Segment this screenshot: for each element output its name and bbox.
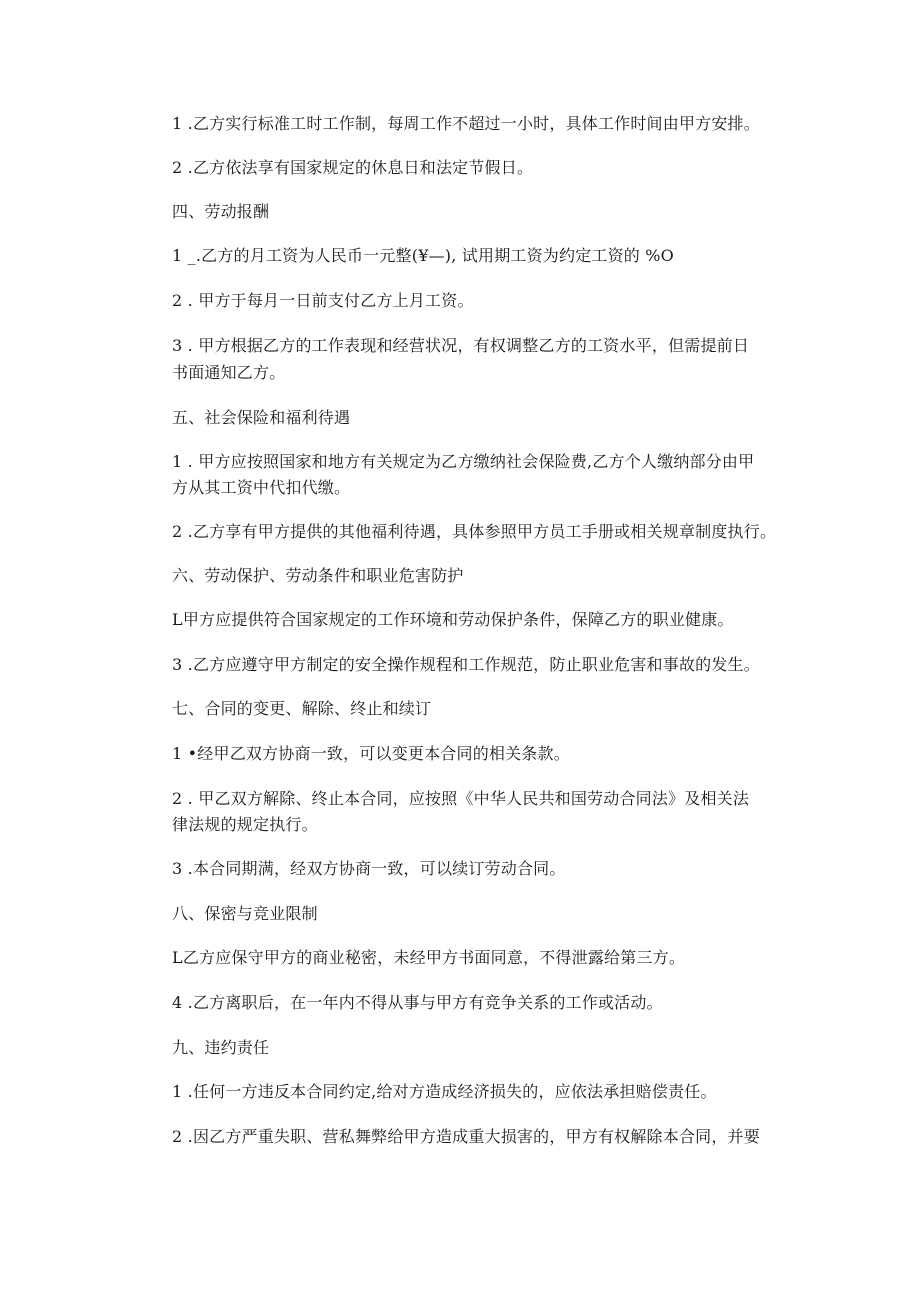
- text-line: 3 . 甲方根据乙方的工作表现和经营状况，有权调整乙方的工资水平，但需提前日: [172, 336, 750, 355]
- text-line: 律法规的规定执行。: [172, 815, 318, 834]
- text-line: 3 .乙方应遵守甲方制定的安全操作规程和工作规范，防止职业危害和事故的发生。: [172, 655, 760, 674]
- text-line: 2 .乙方依法享有国家规定的休息日和法定节假日。: [172, 158, 534, 177]
- text-line: 4 .乙方离职后，在一年内不得从事与甲方有竞争关系的工作或活动。: [172, 993, 663, 1012]
- section-heading: 四、劳动报酬: [172, 202, 270, 221]
- text-line: 2 . 甲方于每月一日前支付乙方上月工资。: [172, 291, 474, 310]
- text-line: 1 _.乙方的月工资为人民币一元整(¥—), 试用期工资为约定工资的 %O: [172, 246, 674, 265]
- section-heading: 六、劳动保护、劳动条件和职业危害防护: [172, 566, 464, 585]
- text-line: 2 . 甲乙双方解除、终止本合同，应按照《中华人民共和国劳动合同法》及相关法: [172, 789, 750, 808]
- text-line: 3 .本合同期满，经双方协商一致，可以续订劳动合同。: [172, 859, 566, 878]
- text-line: 2 .乙方享有甲方提供的其他福利待遇，具体参照甲方员工手册或相关规章制度执行。: [172, 522, 777, 541]
- text-line: L乙方应保守甲方的商业秘密，未经甲方书面同意，不得泄露给第三方。: [172, 948, 686, 967]
- text-line: 1 .乙方实行标准工时工作制，每周工作不超过一小时，具体工作时间由甲方安排。: [172, 114, 760, 133]
- section-heading: 五、社会保险和福利待遇: [172, 408, 351, 427]
- text-line: 方从其工资中代扣代缴。: [172, 478, 351, 497]
- section-heading: 八、保密与竞业限制: [172, 904, 318, 923]
- text-line: 1 .任何一方违反本合同约定,给对方造成经济损失的，应依法承担赔偿责任。: [172, 1082, 717, 1101]
- text-line: 书面通知乙方。: [172, 363, 286, 382]
- section-heading: 九、违约责任: [172, 1038, 270, 1057]
- section-heading: 七、合同的变更、解除、终止和续订: [172, 699, 432, 718]
- text-line: 1 •经甲乙双方协商一致，可以变更本合同的相关条款。: [172, 744, 570, 763]
- text-line: 1 . 甲方应按照国家和地方有关规定为乙方缴纳社会保险费,乙方个人缴纳部分由甲: [172, 452, 755, 471]
- text-line: 2 .因乙方严重失职、营私舞弊给甲方造成重大损害的，甲方有权解除本合同，并要: [172, 1127, 760, 1146]
- text-line: L甲方应提供符合国家规定的工作环境和劳动保护条件，保障乙方的职业健康。: [172, 610, 734, 629]
